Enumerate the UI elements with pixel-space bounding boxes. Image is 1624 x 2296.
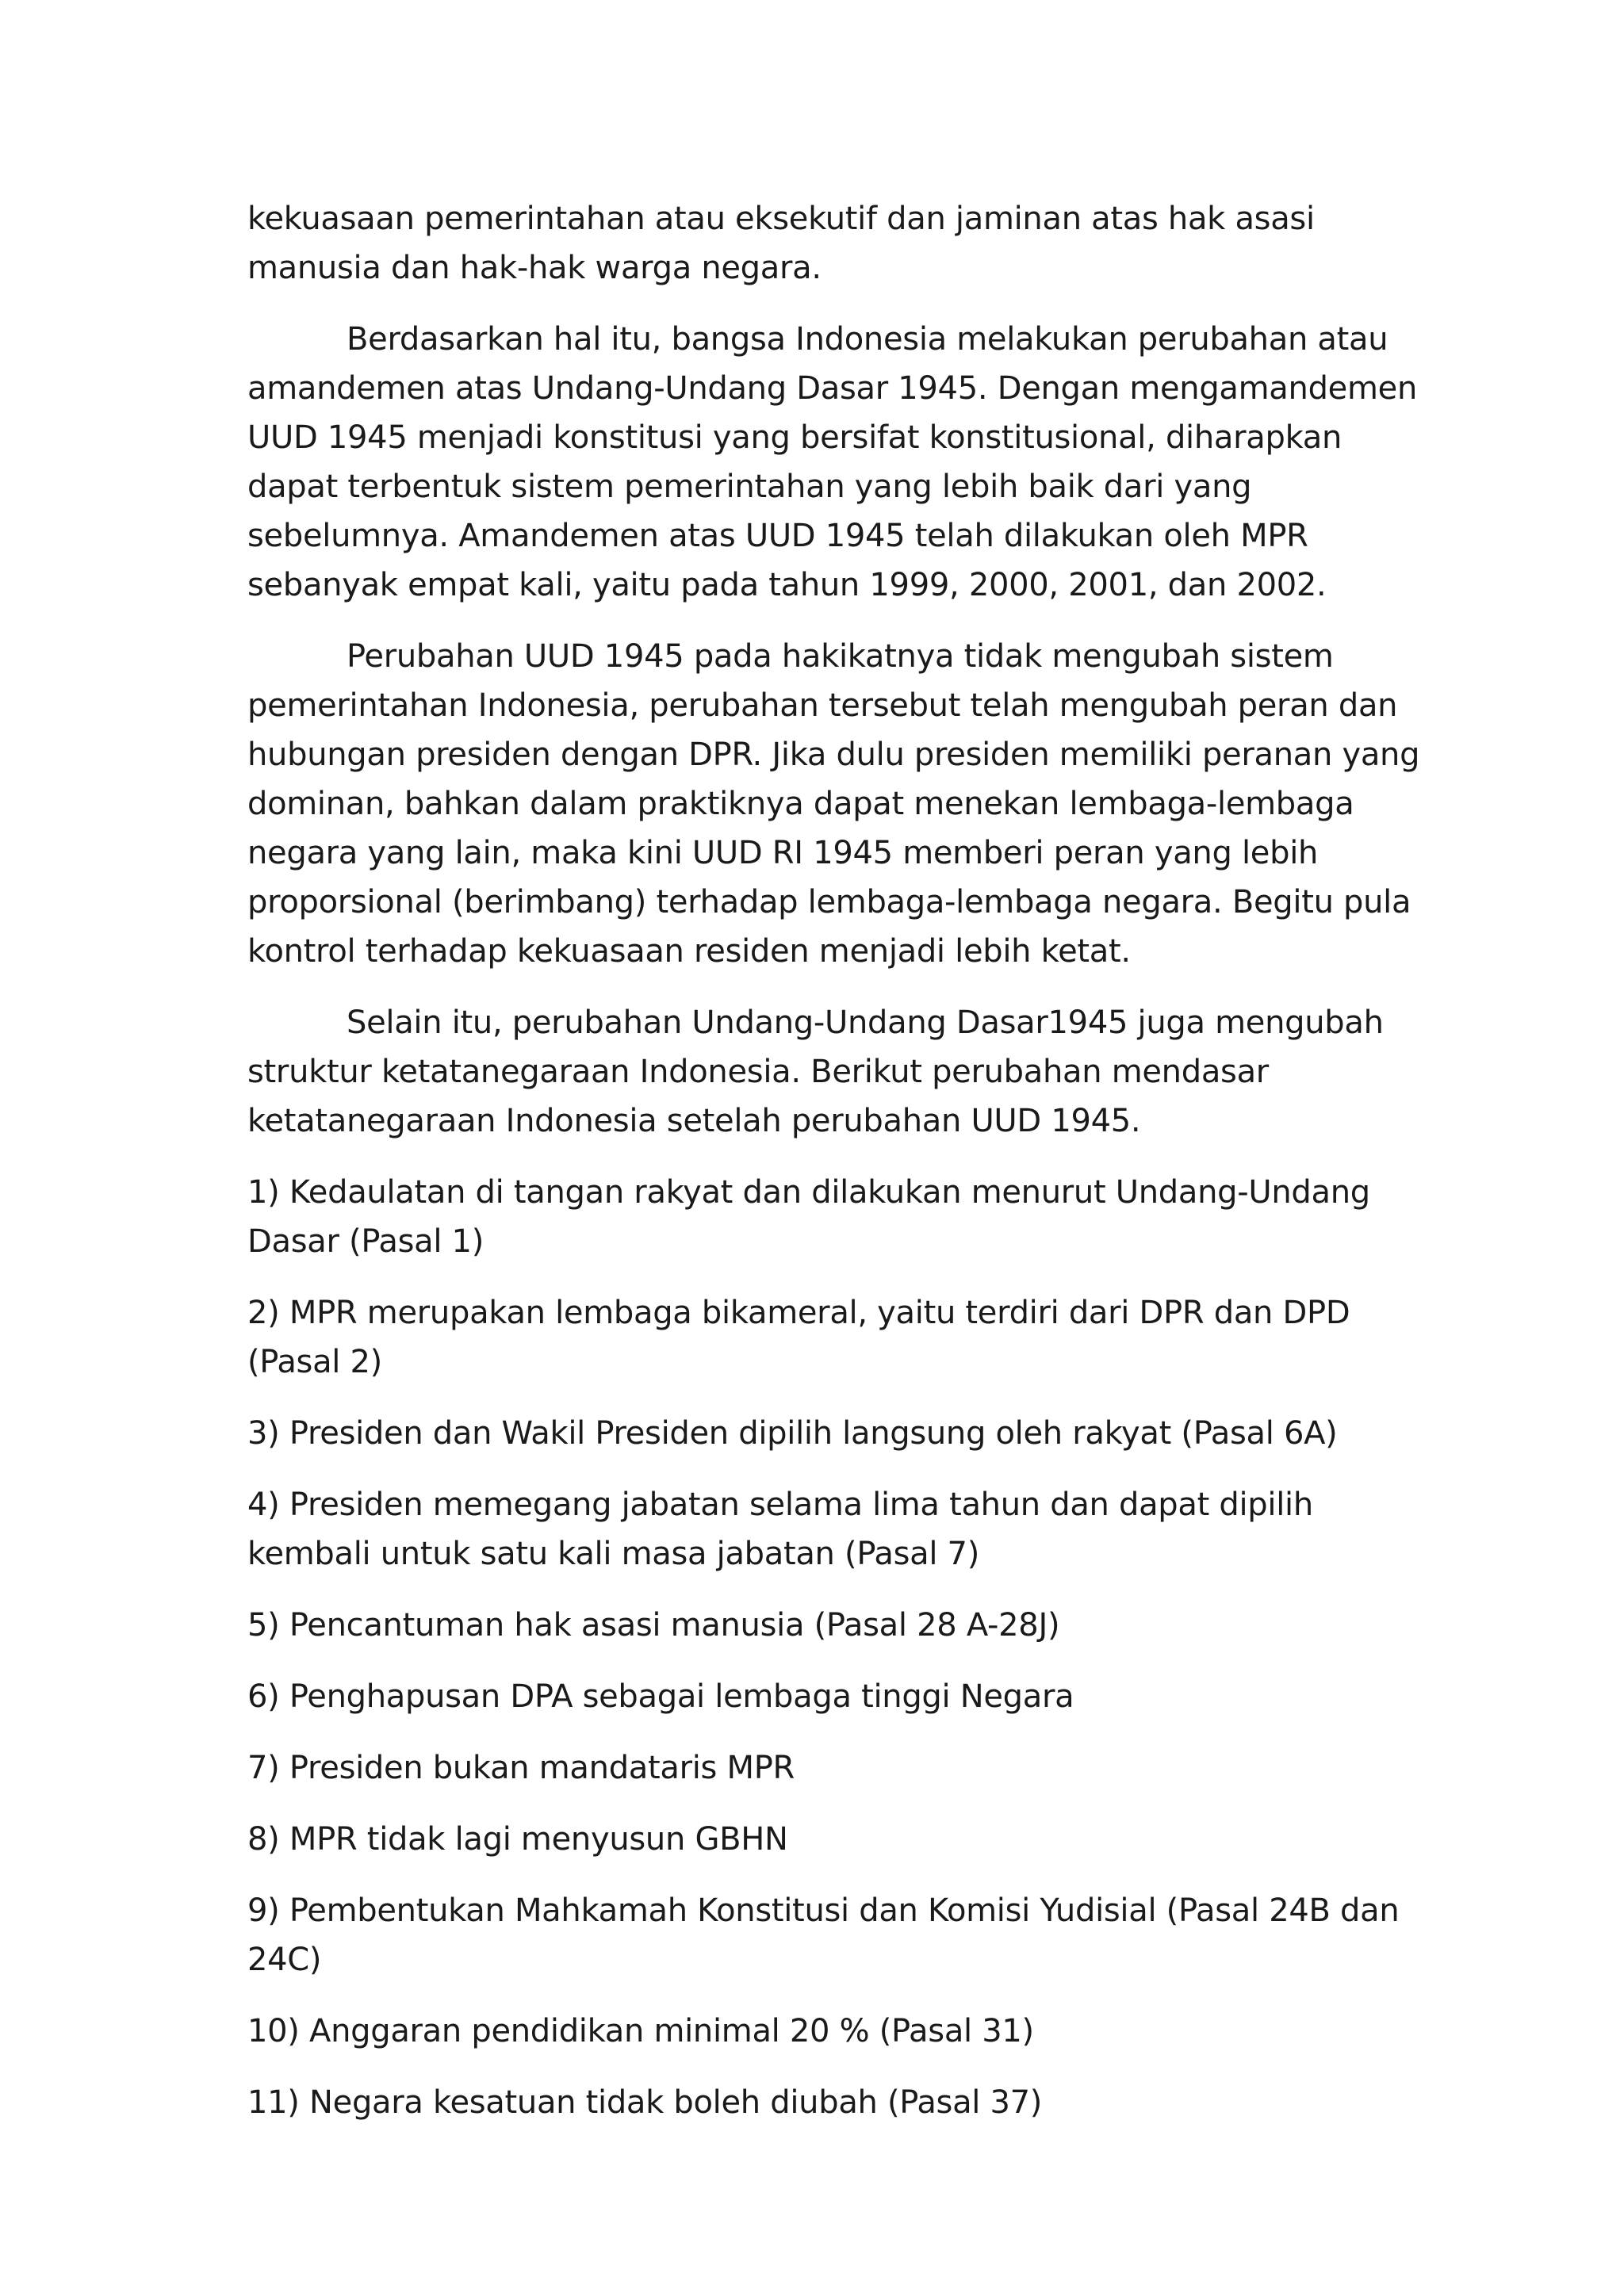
list-item: 8) MPR tidak lagi menyusun GBHN: [247, 1821, 788, 1858]
paragraph-continuation: kekuasaan pemerintahan atau eksekutif dan jaminan atas hak asasi manusia dan hak-hak warga negara.: [247, 201, 1315, 286]
changes-list: [247, 1168, 1437, 2127]
list-item: 4) Presiden memegang jabatan selama lima tahun dan dapat dipilih kembali untuk satu kali masa jabatan (Pasal 7): [247, 1487, 1313, 1572]
list-item: 6) Penghapusan DPA sebagai lembaga tinggi Negara: [247, 1678, 1074, 1715]
list-item: 10) Anggaran pendidikan minimal 20 % (Pasal 31): [247, 2013, 1034, 2049]
list-item: 1) Kedaulatan di tangan rakyat dan dilakukan menurut Undang-Undang Dasar (Pasal 1): [247, 1174, 1370, 1260]
list-item: 2) MPR merupakan lembaga bikameral, yaitu terdiri dari DPR dan DPD (Pasal 2): [247, 1295, 1350, 1380]
paragraph-perubahan: Perubahan UUD 1945 pada hakikatnya tidak mengubah sistem pemerintahan Indonesia, perubahan tersebut telah mengubah peran dan hubungan presiden dengan DPR. Jika dulu presiden memiliki peranan yang dominan, bahkan dalam praktiknya dapat menekan lembaga-lembaga negara yang lain, maka kini UUD RI 1945 memberi peran yang lebih proporsional (berimbang) terhadap lembaga-lembaga negara. Begitu pula kontrol terhadap kekuasaan residen menjadi lebih ketat.: [247, 638, 1420, 970]
list-item: 9) Pembentukan Mahkamah Konstitusi dan Komisi Yudisial (Pasal 24B dan 24C): [247, 1892, 1400, 1978]
paragraph-amandemen: Berdasarkan hal itu, bangsa Indonesia melakukan perubahan atau amandemen atas Undang-Undang Dasar 1945. Dengan mengamandemen UUD 1945 menjadi konstitusi yang bersifat konstitusional, diharapkan dapat terbentuk sistem pemerintahan yang lebih baik dari yang sebelumnya. Amandemen atas UUD 1945 telah dilakukan oleh MPR sebanyak empat kali, yaitu pada tahun 1999, 2000, 2001, dan 2002.: [247, 321, 1418, 603]
list-item: 5) Pencantuman hak asasi manusia (Pasal 28 A-28J): [247, 1607, 1060, 1644]
list-item: 3) Presiden dan Wakil Presiden dipilih langsung oleh rakyat (Pasal 6A): [247, 1415, 1338, 1452]
document-body: [247, 194, 1437, 2127]
list-item: 11) Negara kesatuan tidak boleh diubah (Pasal 37): [247, 2084, 1043, 2121]
paragraph-selain-itu: Selain itu, perubahan Undang-Undang Dasar1945 juga mengubah struktur ketatanegaraan Indonesia. Berikut perubahan mendasar ketatanegaraan Indonesia setelah perubahan UUD 1945.: [247, 1004, 1384, 1139]
list-item: 7) Presiden bukan mandataris MPR: [247, 1750, 795, 1786]
